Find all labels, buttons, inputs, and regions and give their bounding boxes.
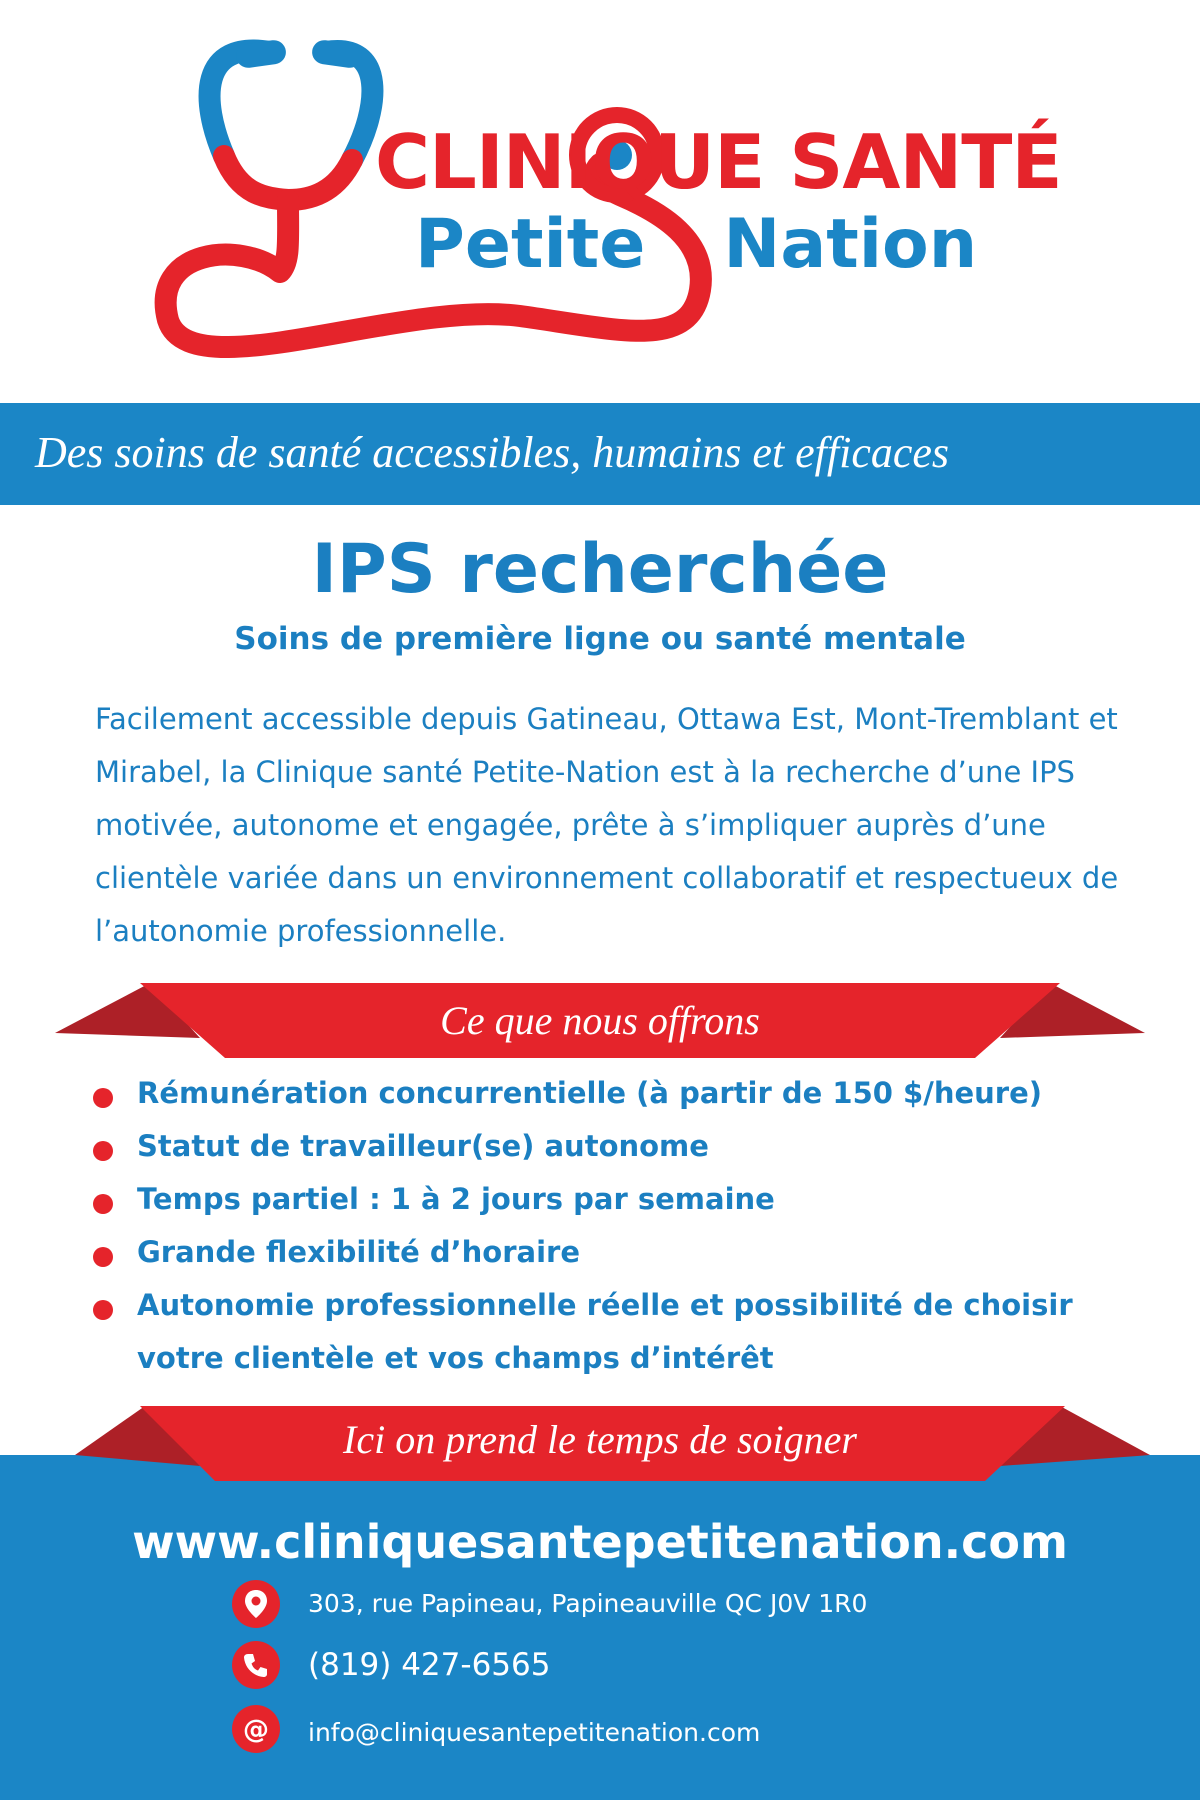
website-link[interactable]: www.cliniquesantepetitenation.com xyxy=(132,1515,1068,1569)
logo-subtitle xyxy=(415,205,977,284)
email-text[interactable]: info@cliniquesantepetitenation.com xyxy=(308,1718,761,1747)
at-sign-icon xyxy=(232,1705,280,1753)
job-description: Facilement accessible depuis Gatineau, Ottawa Est, Mont-Tremblant et Mirabel, la Clinique santé Petite-Nation est à la recherche d’une IPS motivée, autonome et engagée, prête à s’impliquer auprès d’une clientèle variée dans un environnement collaboratif et respectueux de l’autonomie professionnelle. xyxy=(95,702,1119,948)
bullet-dot xyxy=(93,1247,113,1267)
offer-text: Grande flexibilité d’horaire xyxy=(137,1235,580,1269)
address-text: 303, rue Papineau, Papineauville QC J0V 1R0 xyxy=(308,1589,868,1618)
location-pin-icon xyxy=(232,1580,280,1628)
offers-ribbon xyxy=(0,983,1200,1063)
bullet-dot xyxy=(93,1300,113,1320)
slogan-ribbon xyxy=(0,1406,1200,1486)
list-item xyxy=(0,1173,1200,1226)
list-item xyxy=(0,1067,1200,1120)
offer-text: Rémunération concurrentielle (à partir de 150 $/heure) xyxy=(137,1076,1043,1110)
bullet-dot xyxy=(93,1141,113,1161)
phone-icon xyxy=(232,1641,280,1689)
offer-text: Autonomie professionnelle réelle et possibilité de choisir votre clientèle et vos champs d’intérêt xyxy=(137,1288,1073,1375)
bullet-dot xyxy=(93,1088,113,1108)
job-subtitle: Soins de première ligne ou santé mentale xyxy=(234,621,966,657)
svg-text:@: @ xyxy=(243,1715,269,1745)
logo-subtitle-right: Nation xyxy=(723,205,978,284)
offers-title: Ce que nous offrons xyxy=(440,998,760,1043)
list-item xyxy=(0,1226,1200,1279)
bullet-dot xyxy=(93,1194,113,1214)
tagline-banner xyxy=(0,403,1200,505)
list-item xyxy=(0,1120,1200,1173)
clinic-logo xyxy=(0,0,1200,400)
list-item xyxy=(0,1279,1200,1385)
phone-text[interactable]: (819) 427-6565 xyxy=(308,1647,551,1683)
offers-list xyxy=(0,1067,1200,1385)
job-title: IPS recherchée xyxy=(311,530,889,609)
offer-text: Statut de travailleur(se) autonome xyxy=(137,1129,709,1163)
logo-subtitle-left: Petite xyxy=(415,205,646,284)
tagline-text: Des soins de santé accessibles, humains et efficaces xyxy=(35,428,950,477)
contact-footer xyxy=(0,1455,1200,1800)
logo-title: CLINIQUE SANTÉ xyxy=(375,118,1062,206)
offer-text: Temps partiel : 1 à 2 jours par semaine xyxy=(137,1182,775,1216)
slogan-text: Ici on prend le temps de soigner xyxy=(343,1417,857,1462)
